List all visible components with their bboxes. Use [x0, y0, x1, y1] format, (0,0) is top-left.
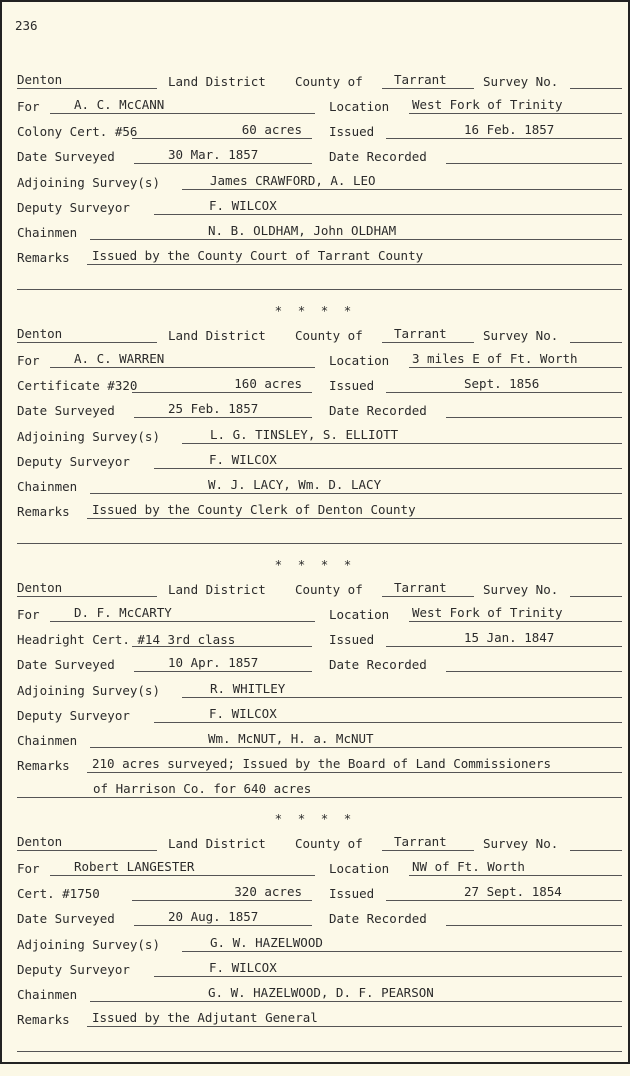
certificate-label: Colony Cert. #56: [17, 124, 138, 139]
adjoining-label: Adjoining Survey(s): [17, 683, 160, 698]
deputy-field-line: [154, 200, 622, 215]
issued-field: 27 Sept. 1854: [464, 884, 562, 899]
issued-field: 16 Feb. 1857: [464, 122, 555, 137]
county-field-line: [382, 74, 474, 89]
for-field-line: [50, 99, 315, 114]
issued-field-line: [386, 886, 622, 901]
adjoining-field-line: [182, 429, 622, 444]
certificate-label: Cert. #1750: [17, 886, 100, 901]
for-label: For: [17, 861, 40, 876]
record-row: [2, 403, 628, 421]
district-field-line: [17, 582, 157, 597]
adjoining-field: L. G. TINSLEY, S. ELLIOTT: [210, 427, 399, 442]
chainmen-field: Wm. McNUT, H. a. McNUT: [208, 731, 374, 746]
location-label: Location: [329, 353, 390, 368]
district-field-line: [17, 836, 157, 851]
remarks-field-line: [87, 504, 622, 519]
record-row: [2, 657, 628, 675]
location-label: Location: [329, 99, 390, 114]
district-field: Denton: [17, 834, 63, 849]
record-row: [2, 353, 628, 371]
remarks-field-line: [87, 758, 622, 773]
location-field: 3 miles E of Ft. Worth: [412, 351, 578, 366]
chainmen-field: N. B. OLDHAM, John OLDHAM: [208, 223, 397, 238]
certificate-label: Certificate #320: [17, 378, 138, 393]
date-surveyed-field: 25 Feb. 1857: [168, 401, 259, 416]
record-row: [2, 733, 628, 751]
for-field-line: [50, 353, 315, 368]
district-field-line: [17, 74, 157, 89]
remarks-label: Remarks: [17, 504, 70, 519]
deputy-field: F. WILCOX: [209, 198, 277, 213]
survey-no-label: Survey No.: [483, 582, 559, 597]
date-surveyed-field-line: [134, 403, 312, 418]
remarks-continued-line: [17, 275, 622, 290]
survey-no-field-line: [570, 582, 622, 597]
date-recorded-field-line: [446, 657, 622, 672]
remarks-field-line: [87, 1012, 622, 1027]
location-label: Location: [329, 861, 390, 876]
location-field: NW of Ft. Worth: [412, 859, 525, 874]
deputy-field-line: [154, 708, 622, 723]
issued-label: Issued: [329, 124, 375, 139]
remarks-continued-line: [17, 1037, 622, 1052]
record-row: [2, 836, 628, 854]
record-row: [2, 328, 628, 346]
record-row: [2, 708, 628, 726]
location-field: West Fork of Trinity: [412, 605, 563, 620]
record-row: [2, 378, 628, 396]
county-field-line: [382, 836, 474, 851]
issued-label: Issued: [329, 378, 375, 393]
date-surveyed-field: 10 Apr. 1857: [168, 655, 259, 670]
date-recorded-label: Date Recorded: [329, 403, 427, 418]
adjoining-label: Adjoining Survey(s): [17, 175, 160, 190]
county-label: County of: [295, 74, 363, 89]
date-recorded-field-line: [446, 149, 622, 164]
remarks-continued-line: [17, 529, 622, 544]
date-surveyed-label: Date Surveyed: [17, 911, 115, 926]
chainmen-label: Chainmen: [17, 733, 78, 748]
deputy-label: Deputy Surveyor: [17, 708, 130, 723]
acres-field-line: [132, 632, 312, 647]
record-separator: * * * *: [274, 303, 356, 318]
adjoining-field: R. WHITLEY: [210, 681, 286, 696]
for-label: For: [17, 99, 40, 114]
remarks-label: Remarks: [17, 250, 70, 265]
date-surveyed-field-line: [134, 911, 312, 926]
county-field-line: [382, 328, 474, 343]
deputy-label: Deputy Surveyor: [17, 454, 130, 469]
chainmen-label: Chainmen: [17, 479, 78, 494]
date-recorded-field-line: [446, 403, 622, 418]
for-field: D. F. McCARTY: [74, 605, 172, 620]
record-row: [2, 99, 628, 117]
date-surveyed-label: Date Surveyed: [17, 657, 115, 672]
record-row: [2, 74, 628, 92]
deputy-field: F. WILCOX: [209, 452, 277, 467]
date-surveyed-field: 20 Aug. 1857: [168, 909, 259, 924]
date-surveyed-field-line: [134, 149, 312, 164]
district-field: Denton: [17, 72, 63, 87]
record-row: [2, 962, 628, 980]
record-row: [2, 607, 628, 625]
deputy-field: F. WILCOX: [209, 706, 277, 721]
remarks-label: Remarks: [17, 1012, 70, 1027]
location-field-line: [409, 99, 622, 114]
acres-field: 320 acres: [234, 884, 302, 899]
survey-no-label: Survey No.: [483, 328, 559, 343]
issued-label: Issued: [329, 886, 375, 901]
record-row: [2, 479, 628, 497]
survey-no-field-line: [570, 328, 622, 343]
county-label: County of: [295, 582, 363, 597]
chainmen-label: Chainmen: [17, 987, 78, 1002]
location-field-line: [409, 861, 622, 876]
date-surveyed-field-line: [134, 657, 312, 672]
remarks-label: Remarks: [17, 758, 70, 773]
remarks-continued-line: [17, 783, 622, 798]
remarks-continued: of Harrison Co. for 640 acres: [93, 781, 312, 796]
county-field-line: [382, 582, 474, 597]
record-separator: * * * *: [274, 811, 356, 826]
record-row: [2, 886, 628, 904]
county-field: Tarrant: [394, 834, 447, 849]
for-field: A. C. WARREN: [74, 351, 165, 366]
acres-field-line: [132, 378, 312, 393]
adjoining-field: James CRAWFORD, A. LEO: [210, 173, 376, 188]
date-recorded-label: Date Recorded: [329, 149, 427, 164]
chainmen-field: W. J. LACY, Wm. D. LACY: [208, 477, 382, 492]
record-row: [2, 175, 628, 193]
record-row: [2, 429, 628, 447]
for-field-line: [50, 607, 315, 622]
record-row: [2, 911, 628, 929]
for-label: For: [17, 607, 40, 622]
date-surveyed-label: Date Surveyed: [17, 149, 115, 164]
date-recorded-field-line: [446, 911, 622, 926]
location-field-line: [409, 607, 622, 622]
deputy-label: Deputy Surveyor: [17, 200, 130, 215]
record-row: [2, 225, 628, 243]
remarks-field: Issued by the County Court of Tarrant County: [92, 248, 424, 263]
record-separator: * * * *: [274, 557, 356, 572]
adjoining-field-line: [182, 683, 622, 698]
for-label: For: [17, 353, 40, 368]
date-surveyed-label: Date Surveyed: [17, 403, 115, 418]
land-district-label: Land District: [168, 836, 266, 851]
page-number: 236: [15, 18, 38, 33]
adjoining-field: G. W. HAZELWOOD: [210, 935, 323, 950]
record-row: [2, 632, 628, 650]
chainmen-field-line: [90, 987, 622, 1002]
adjoining-label: Adjoining Survey(s): [17, 937, 160, 952]
chainmen-field: G. W. HAZELWOOD, D. F. PEARSON: [208, 985, 434, 1000]
acres-field: 160 acres: [234, 376, 302, 391]
deputy-field: F. WILCOX: [209, 960, 277, 975]
issued-field-line: [386, 124, 622, 139]
record-row: [2, 1012, 628, 1030]
record-row: [2, 149, 628, 167]
record-row: [2, 124, 628, 142]
acres-field: 60 acres: [241, 122, 302, 137]
location-field-line: [409, 353, 622, 368]
remarks-field: Issued by the Adjutant General: [92, 1010, 318, 1025]
date-recorded-label: Date Recorded: [329, 657, 427, 672]
issued-field: Sept. 1856: [464, 376, 540, 391]
deputy-label: Deputy Surveyor: [17, 962, 130, 977]
adjoining-field-line: [182, 175, 622, 190]
county-label: County of: [295, 836, 363, 851]
adjoining-field-line: [182, 937, 622, 952]
for-field: Robert LANGESTER: [74, 859, 195, 874]
record-row: [2, 987, 628, 1005]
location-field: West Fork of Trinity: [412, 97, 563, 112]
issued-field: 15 Jan. 1847: [464, 630, 555, 645]
survey-no-label: Survey No.: [483, 74, 559, 89]
survey-no-label: Survey No.: [483, 836, 559, 851]
record-row: [2, 504, 628, 522]
record-row: [2, 683, 628, 701]
record-row: [2, 454, 628, 472]
issued-field-line: [386, 632, 622, 647]
chainmen-field-line: [90, 733, 622, 748]
survey-no-field-line: [570, 74, 622, 89]
issued-label: Issued: [329, 632, 375, 647]
chainmen-label: Chainmen: [17, 225, 78, 240]
location-label: Location: [329, 607, 390, 622]
for-field-line: [50, 861, 315, 876]
land-district-label: Land District: [168, 328, 266, 343]
survey-record: [2, 326, 628, 572]
district-field: Denton: [17, 580, 63, 595]
district-field-line: [17, 328, 157, 343]
county-label: County of: [295, 328, 363, 343]
county-field: Tarrant: [394, 580, 447, 595]
chainmen-field-line: [90, 479, 622, 494]
deputy-field-line: [154, 962, 622, 977]
acres-field-line: [132, 886, 312, 901]
remarks-field: Issued by the County Clerk of Denton County: [92, 502, 416, 517]
record-row: [2, 937, 628, 955]
survey-record: [2, 836, 628, 1076]
record-row: [2, 758, 628, 776]
record-row: [2, 250, 628, 268]
county-field: Tarrant: [394, 72, 447, 87]
adjoining-label: Adjoining Survey(s): [17, 429, 160, 444]
land-district-label: Land District: [168, 582, 266, 597]
record-row: [2, 861, 628, 879]
district-field: Denton: [17, 326, 63, 341]
remarks-field-line: [87, 250, 622, 265]
county-field: Tarrant: [394, 326, 447, 341]
date-recorded-label: Date Recorded: [329, 911, 427, 926]
record-row: [2, 582, 628, 600]
acres-field-line: [132, 124, 312, 139]
record-row: [2, 200, 628, 218]
remarks-field: 210 acres surveyed; Issued by the Board of Land Commissioners: [92, 756, 552, 771]
issued-field-line: [386, 378, 622, 393]
survey-record: [2, 72, 628, 318]
survey-record: [2, 580, 628, 826]
date-surveyed-field: 30 Mar. 1857: [168, 147, 259, 162]
certificate-label: Headright Cert. #14 3rd class: [17, 632, 236, 647]
survey-no-field-line: [570, 836, 622, 851]
chainmen-field-line: [90, 225, 622, 240]
deputy-field-line: [154, 454, 622, 469]
for-field: A. C. McCANN: [74, 97, 165, 112]
land-district-label: Land District: [168, 74, 266, 89]
